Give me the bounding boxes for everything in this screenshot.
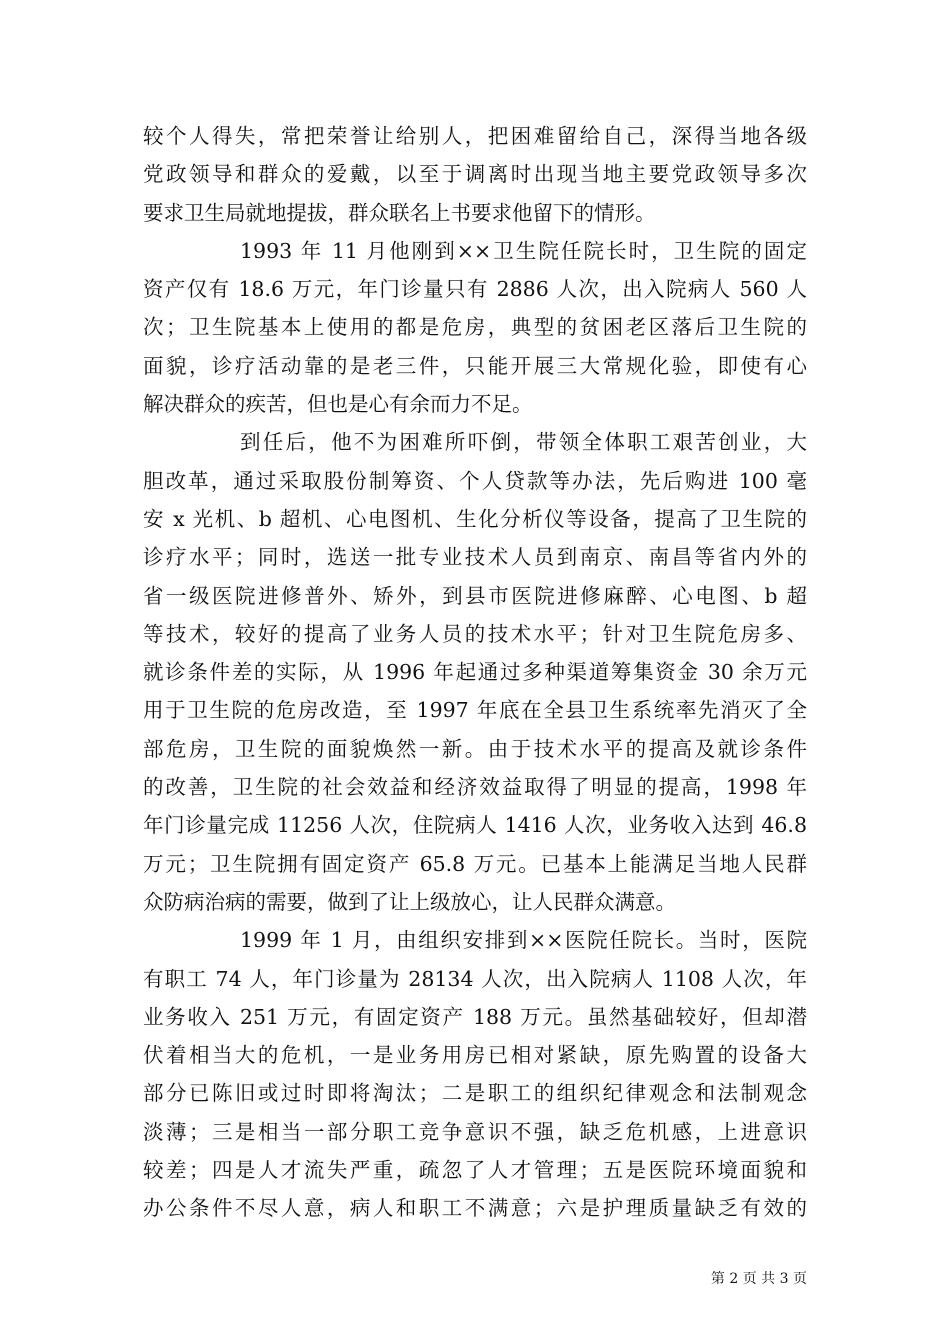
text-line: 等技术，较好的提高了业务人员的技术水平；针对卫生院危房多、: [143, 621, 807, 646]
text-line: 的改善，卫生院的社会效益和经济效益取得了明显的提高，1998 年: [143, 775, 807, 800]
text-line: 年门诊量完成 11256 人次，住院病人 1416 人次，业务收入达到 46.8: [143, 813, 807, 838]
text-line: 万元；卫生院拥有固定资产 65.8 万元。已基本上能满足当地人民群: [143, 851, 807, 876]
text-line: 部分已陈旧或过时即将淘汰；二是职工的组织纪律观念和法制观念: [143, 1081, 807, 1106]
text-line: 用于卫生院的危房改造，至 1997 年底在全县卫生系统率先消灭了全: [143, 698, 807, 723]
text-line: 安 x 光机、b 超机、心电图机、生化分析仪等设备，提高了卫生院的: [143, 506, 807, 531]
text-line: 较差；四是人才流失严重，疏忽了人才管理；五是医院环境面貌和: [143, 1158, 807, 1183]
text-line: 伏着相当大的危机，一是业务用房已相对紧缺，原先购置的设备大: [143, 1043, 807, 1068]
text-line: 诊疗水平；同时，选送一批专业技术人员到南京、南昌等省内外的: [143, 545, 807, 570]
text-line: 1999 年 1 月，由组织安排到××医院任院长。当时，医院: [240, 928, 807, 953]
text-line: 次；卫生院基本上使用的都是危房，典型的贫困老区落后卫生院的: [143, 315, 807, 340]
page-number-footer: 第 2 页 共 3 页: [710, 1271, 807, 1287]
text-line: 胆改革，通过采取股份制筹资、个人贷款等办法，先后购进 100 毫: [143, 468, 807, 493]
text-line: 解决群众的疾苦，但也是心有余而力不足。: [143, 392, 533, 417]
text-line: 有职工 74 人，年门诊量为 28134 人次，出入院病人 1108 人次，年: [143, 966, 807, 991]
paragraph: [143, 232, 807, 423]
paragraph: [143, 117, 807, 232]
body-text: [143, 117, 807, 1228]
text-line: 较个人得失，常把荣誉让给别人，把困难留给自己，深得当地各级: [143, 124, 807, 148]
text-line: 1993 年 11 月他刚到××卫生院任院长时，卫生院的固定: [240, 238, 807, 263]
text-line: 淡薄；三是相当一部分职工竞争意识不强，缺乏危机感，上进意识: [143, 1119, 807, 1144]
text-line: 部危房，卫生院的面貌焕然一新。由于技术水平的提高及就诊条件: [143, 736, 807, 761]
text-line: 业务收入 251 万元，有固定资产 188 万元。虽然基础较好，但却潜: [143, 1004, 807, 1029]
text-line: 面貌，诊疗活动靠的是老三件，只能开展三大常规化验，即使有心: [143, 353, 807, 378]
text-line: 要求卫生局就地提拔，群众联名上书要求他留下的情形。: [143, 200, 656, 225]
paragraph: [143, 921, 807, 1227]
text-line: 省一级医院进修普外、矫外，到县市医院进修麻醉、心电图、b 超: [143, 583, 807, 608]
text-line: 办公条件不尽人意，病人和职工不满意；六是护理质量缺乏有效的: [143, 1196, 807, 1221]
paragraph: [143, 423, 807, 921]
text-line: 党政领导和群众的爱戴，以至于调离时出现当地主要党政领导多次: [143, 162, 807, 187]
text-line: 到任后，他不为困难所吓倒，带领全体职工艰苦创业，大: [240, 430, 807, 455]
text-line: 众防病治病的需要，做到了让上级放心，让人民群众满意。: [143, 889, 676, 914]
text-line: 资产仅有 18.6 万元，年门诊量只有 2886 人次，出入院病人 560 人: [143, 277, 807, 302]
text-line: 就诊条件差的实际，从 1996 年起通过多种渠道筹集资金 30 余万元: [143, 660, 807, 685]
